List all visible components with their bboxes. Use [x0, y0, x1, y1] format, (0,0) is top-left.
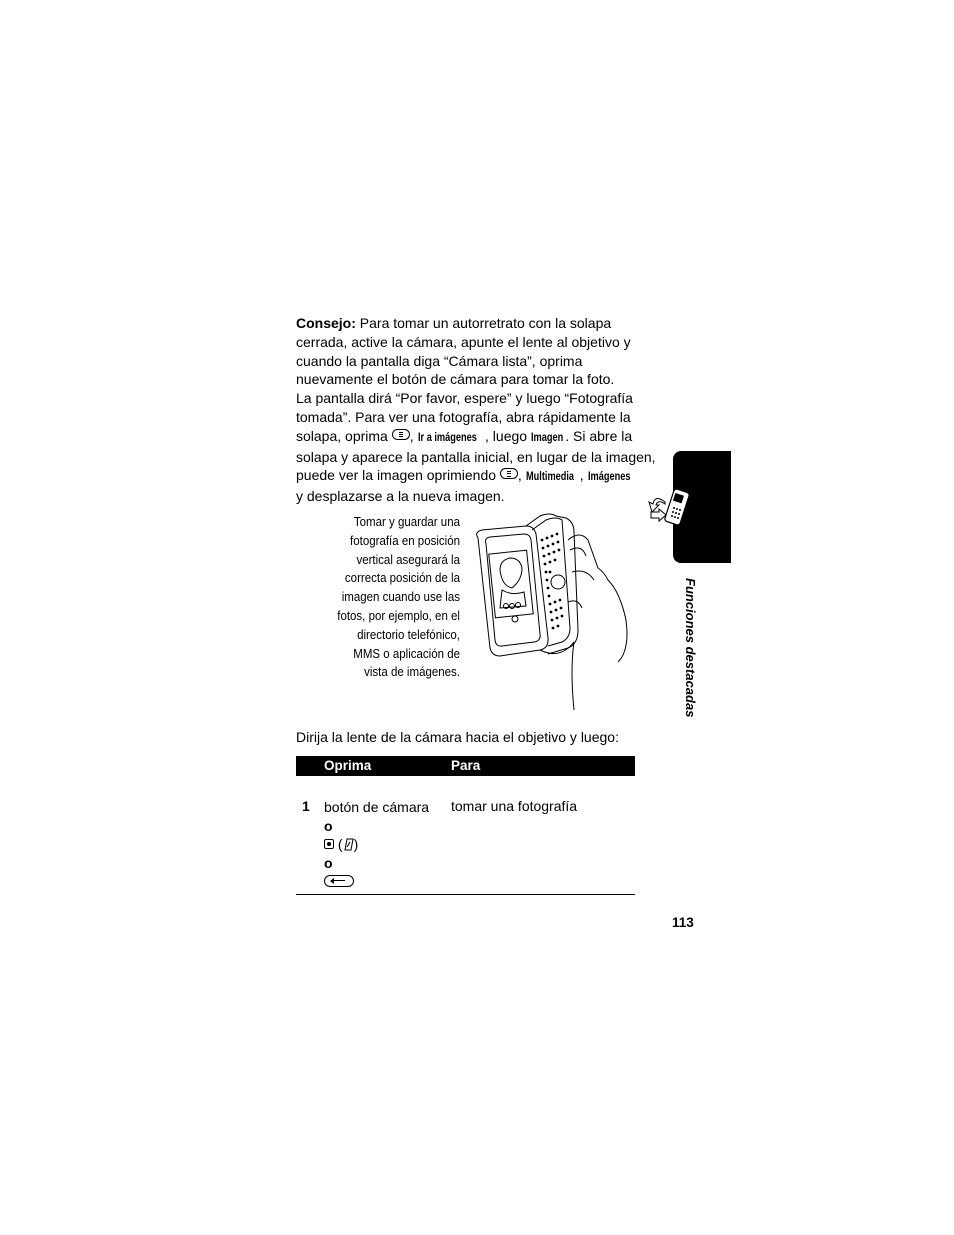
tip-text-2: La pantalla dirá “Por favor, espere” y luego “Fotografía tomada”. Para ver una fotografía, abra rápidamente la solapa, oprima [296, 390, 633, 444]
section-title: Funciones destacadas [683, 578, 698, 718]
menu-image: Imagen [530, 431, 564, 444]
or-label: o [324, 854, 333, 871]
or-label: o [324, 817, 333, 834]
tip-label: Consejo: [296, 315, 356, 331]
step-number: 1 [302, 798, 310, 814]
tip-text-3: , luego [485, 427, 531, 444]
press-cell: botón de cámara o ( ) o [324, 798, 429, 891]
tip-text-1: Para tomar un autorretrato con la solapa cerrada, active la cámara, apunte el lente al objetivo y cuando la pantalla diga “Cámara lista”, oprima nuevamente el botón de cámara para tomar la foto. [296, 315, 631, 388]
camera-key-icon [324, 839, 334, 849]
table-row [296, 776, 635, 895]
menu-go-images: Ir a imágenes [417, 431, 477, 444]
page-number: 113 [672, 915, 694, 930]
phone-in-hand-illustration [470, 510, 640, 715]
menu-key-icon [392, 429, 410, 440]
instruction-text: Dirija la lente de la cámara hacia el objetivo y luego: [296, 729, 619, 745]
tip-text-5: y desplazarse a la nueva imagen. [296, 488, 505, 505]
menu-images: Imágenes [587, 471, 630, 484]
phone-features-icon [645, 484, 695, 532]
soft-key-icon [343, 838, 354, 851]
camera-button-label: botón de cámara [324, 799, 430, 815]
enter-key-icon [324, 875, 354, 887]
menu-multimedia: Multimedia [525, 471, 574, 484]
menu-key-icon [500, 468, 518, 479]
instructions-table [296, 756, 635, 895]
tip-text-4: . Si abre la solapa y aparece la pantalla inicial, en lugar de la imagen, puede ver la imagen oprimiendo [296, 427, 656, 484]
column-header-press: Oprima [324, 758, 372, 773]
table-header [296, 756, 635, 776]
tip-paragraph: Consejo: Para tomar un autorretrato con la solapa cerrada, active la cámara, apunte el lente al objetivo y cuando la pantalla diga “Cámara lista”, oprima nuevamente el botón de cámara para tomar la foto. La pantalla dirá “Por favor, espere” y luego “Fotografía tomada”. Para ver una fotografía, abra rápidamente la solapa, oprima , Ir a imágenes , luego Imagen . Si abre la solapa y aparece la pantalla inicial, en lugar de la imagen, puede ver la imagen oprimiendo , Multimedia , Imágenes y desplazarse a la nueva imagen. [296, 315, 656, 505]
column-header-action: Para [451, 758, 481, 773]
action-cell: tomar una fotografía [451, 798, 578, 814]
illustration-caption: Tomar y guardar una fotografía en posición vertical asegurará la correcta posición de la imagen cuando use las fotos, por ejemplo, en el directorio telefónico, MMS o aplicación de vista de imágenes. [337, 515, 460, 680]
